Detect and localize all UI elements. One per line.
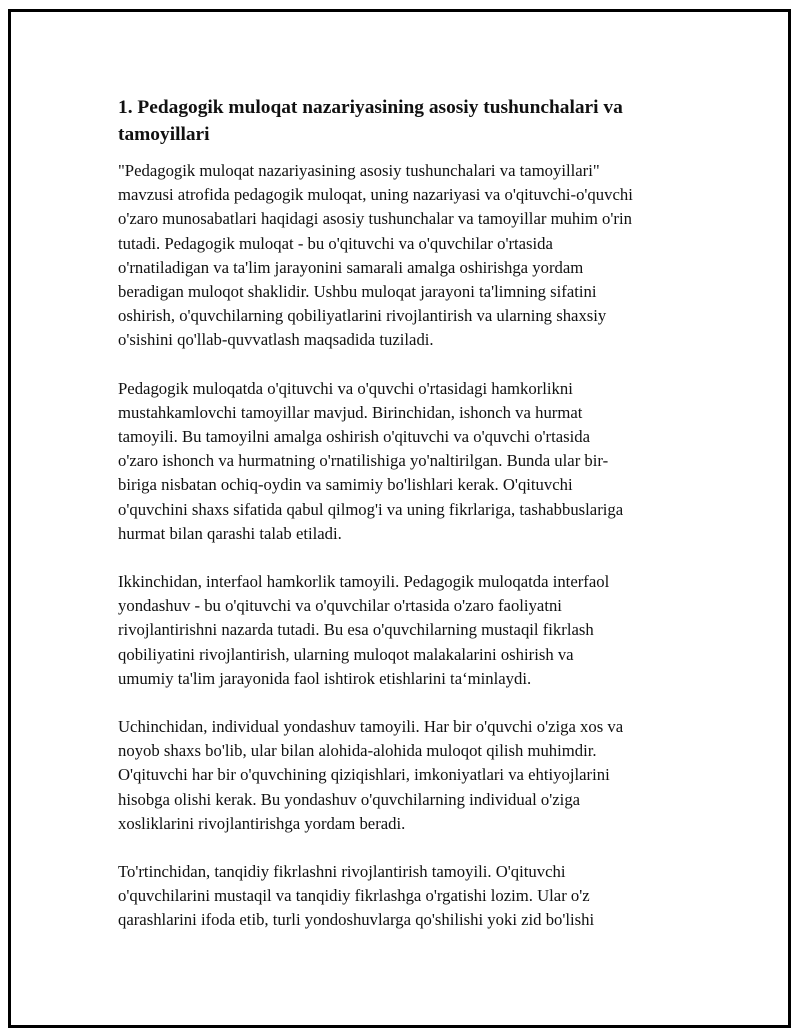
text-line: qarashlarini ifoda etib, turli yondoshuvlarga qo'shilishi yoki zid bo'lishi bbox=[118, 910, 595, 930]
text-line: o'rnatiladigan va ta'lim jarayonini samarali amalga oshirishga yordam bbox=[118, 257, 584, 277]
document-body bbox=[118, 94, 684, 957]
text-line: Uchinchidan, individual yondashuv tamoyili. Har bir o'quvchi o'ziga xos va bbox=[118, 717, 624, 737]
text-line: noyob shaxs bo'lib, ular bilan alohida-alohida muloqot qilish muhimdir. bbox=[118, 741, 597, 761]
text-line: biriga nisbatan ochiq-oydin va samimiy bo'lishlari kerak. O'qituvchi bbox=[118, 475, 573, 495]
text-line: To'rtinchidan, tanqidiy fikrlashni rivojlantirish tamoyili. O'qituvchi bbox=[118, 862, 566, 882]
text-line: xosliklarini rivojlantirishga yordam beradi. bbox=[118, 813, 406, 833]
text-line: Ikkinchidan, interfaol hamkorlik tamoyili. Pedagogik muloqatda interfaol bbox=[118, 572, 610, 592]
section-heading bbox=[118, 94, 684, 148]
heading-line: 1. Pedagogik muloqat nazariyasining asosiy tushunchalari va bbox=[118, 97, 623, 118]
text-line: hisobga olishi kerak. Bu yondashuv o'quvchilarning individual o'ziga bbox=[118, 789, 581, 809]
paragraph-critical-thinking bbox=[118, 860, 684, 933]
text-line: qobiliyatini rivojlantirish, ularning muloqot malakalarini oshirish va bbox=[118, 644, 574, 664]
text-line: rivojlantirishni nazarda tutadi. Bu esa o'quvchilarning mustaqil fikrlash bbox=[118, 620, 594, 640]
paragraph-individual-approach bbox=[118, 715, 684, 836]
paragraph-interactive-cooperation bbox=[118, 570, 684, 691]
text-line: tutadi. Pedagogik muloqat - bu o'qituvchi va o'quvchilar o'rtasida bbox=[118, 233, 553, 253]
text-line: umumiy ta'lim jarayonida faol ishtirok etishlarini ta‘minlaydi. bbox=[118, 668, 532, 688]
text-line: o'sishini qo'llab-quvvatlash maqsadida tuziladi. bbox=[118, 330, 434, 350]
text-line: Pedagogik muloqatda o'qituvchi va o'quvchi o'rtasidagi hamkorlikni bbox=[118, 378, 573, 398]
text-line: beradigan muloqot shaklidir. Ushbu muloqat jarayoni ta'limning sifatini bbox=[118, 282, 597, 302]
text-line: hurmat bilan qarashi talab etiladi. bbox=[118, 523, 342, 543]
text-line: mavzusi atrofida pedagogik muloqat, uning nazariyasi va o'qituvchi-o'quvchi bbox=[118, 185, 633, 205]
text-line: yondashuv - bu o'qituvchi va o'quvchilar o'rtasida o'zaro faoliyatni bbox=[118, 596, 562, 616]
heading-line: tamoyillari bbox=[118, 124, 210, 145]
text-line: o'quvchilarini mustaqil va tanqidiy fikrlashga o'rgatishi lozim. Ular o'z bbox=[118, 886, 590, 906]
text-line: o'zaro munosabatlari haqidagi asosiy tushunchalar va tamoyillar muhim o'rin bbox=[118, 209, 632, 229]
text-line: mustahkamlovchi tamoyillar mavjud. Birinchidan, ishonch va hurmat bbox=[118, 402, 583, 422]
text-line: tamoyili. Bu tamoyilni amalga oshirish o'qituvchi va o'quvchi o'rtasida bbox=[118, 427, 591, 447]
text-line: "Pedagogik muloqat nazariyasining asosiy tushunchalari va tamoyillari" bbox=[118, 161, 600, 180]
text-line: O'qituvchi har bir o'quvchining qiziqishlari, imkoniyatlari va ehtiyojlarini bbox=[118, 765, 610, 785]
text-line: oshirish, o'quvchilarning qobiliyatlarini rivojlantirish va ularning shaxsiy bbox=[118, 306, 607, 326]
text-line: o'quvchini shaxs sifatida qabul qilmog'i va uning fikrlariga, tashabbuslariga bbox=[118, 499, 624, 519]
paragraph-intro bbox=[118, 159, 684, 353]
text-line: o'zaro ishonch va hurmatning o'rnatilishiga yo'naltirilgan. Bunda ular bir- bbox=[118, 451, 609, 471]
paragraph-trust-respect bbox=[118, 377, 684, 546]
